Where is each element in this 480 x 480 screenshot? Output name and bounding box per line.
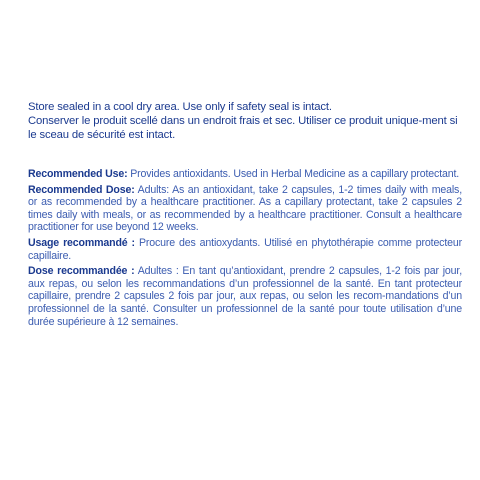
usage-recommande-section xyxy=(28,237,462,262)
dose-recommandee-text: Adultes : En tant qu’antioxidant, prendre 2 capsules, 1-2 fois par jour, aux repas, ou selon les recommandations d’un professionnel de la santé. En tant protecteur capillaire, prendre 2 capsules 2 fois par jour, aux repas, ou selon les recom-mandations d’un professionnel de la santé. Consulter un professionnel de la santé pour toute utilisation d’une durée supérieure à 12 semaines. xyxy=(28,265,462,328)
storage-text-en: Store sealed in a cool dry area. Use only if safety seal is intact. xyxy=(28,101,332,113)
storage-instructions xyxy=(28,100,464,143)
recommended-dose-heading: Recommended Dose: xyxy=(28,183,135,196)
recommended-dose-text: Adults: As an antioxidant, take 2 capsules, 1-2 times daily with meals, or as recommended by a healthcare practitioner. As a capillary protectant, take 2 capsules 2 times daily with meals, or as recommended by a healthcare practitioner. Consult a healthcare practitioner for use beyond 12 weeks. xyxy=(28,183,462,234)
recommended-use-text: Provides antioxidants. Used in Herbal Medicine as a capillary protectant. xyxy=(127,168,460,180)
recommended-use-section xyxy=(28,168,462,181)
dose-recommandee-section xyxy=(28,265,462,328)
storage-text-fr: Conserver le produit scellé dans un endroit frais et sec. Utiliser ce produit unique-ment si le sceau de sécurité est intact. xyxy=(28,115,458,142)
recommended-use-heading: Recommended Use: xyxy=(28,168,128,180)
usage-and-dosage xyxy=(28,168,462,331)
usage-recommande-heading: Usage recommandé : xyxy=(28,236,135,249)
recommended-dose-section xyxy=(28,184,462,234)
dose-recommandee-heading: Dose recommandée : xyxy=(28,265,135,278)
usage-recommande-text: Procure des antioxydants. Utilisé en phytothérapie comme protecteur capillaire. xyxy=(28,236,462,262)
